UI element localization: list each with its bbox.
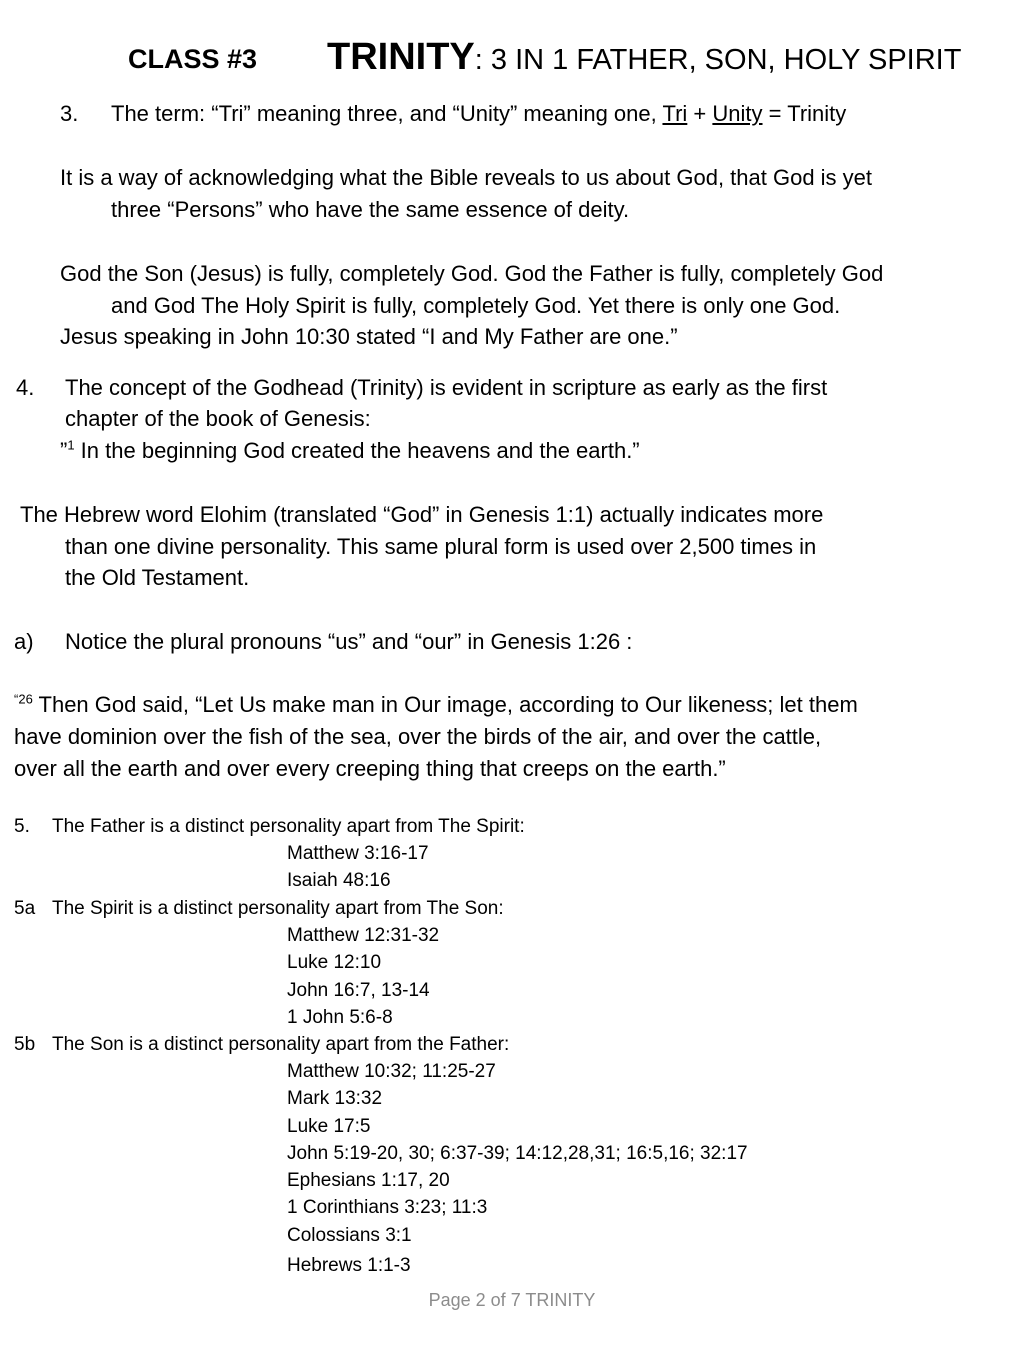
item-5b-ref: Mark 13:32 xyxy=(287,1088,383,1109)
item-3-tail: = Trinity xyxy=(762,101,847,126)
item-4-number: 4. xyxy=(16,375,35,400)
item-5a-text: The Spirit is a distinct personality apart from The Son: xyxy=(52,898,504,919)
para-elohim-line2: than one divine personality. This same plural form is used over 2,500 times in xyxy=(65,534,817,559)
tri-word: Tri xyxy=(662,101,688,126)
item-5b-number: 5b xyxy=(14,1034,36,1055)
item-3-lead: The term: “Tri” meaning three, and “Unity” meaning one, xyxy=(111,101,663,126)
unity-word: Unity xyxy=(712,101,763,126)
item-4-line1: The concept of the Godhead (Trinity) is evident in scripture as early as the first xyxy=(65,375,828,400)
verse-number: 1 xyxy=(67,437,75,453)
page-title xyxy=(327,36,961,79)
item-3-number: 3. xyxy=(60,101,79,126)
item-5b-text: The Son is a distinct personality apart from the Father: xyxy=(52,1034,510,1055)
genesis-1-1-text: In the beginning God created the heavens and the earth.” xyxy=(74,438,640,463)
para-son-line3: Jesus speaking in John 10:30 stated “I and My Father are one.” xyxy=(60,324,678,349)
item-5-ref: Isaiah 48:16 xyxy=(287,870,391,891)
para-elohim-line3: the Old Testament. xyxy=(65,565,250,590)
page-footer: Page 2 of 7 TRINITY xyxy=(428,1290,596,1310)
item-4-line2: chapter of the book of Genesis: xyxy=(65,406,371,431)
item-5a-number: 5a xyxy=(14,898,36,919)
plus-sign: + xyxy=(687,101,713,126)
para-acknowledging-line2: three “Persons” who have the same essence of deity. xyxy=(111,197,630,222)
para-son-line2: and God The Holy Spirit is fully, completely God. Yet there is only one God. xyxy=(111,293,841,318)
item-5-number: 5. xyxy=(14,816,30,837)
quote-open: ” xyxy=(60,438,68,463)
item-5-ref: Matthew 3:16-17 xyxy=(287,843,429,864)
para-acknowledging-line1: It is a way of acknowledging what the Bible reveals to us about God, that God is yet xyxy=(60,165,873,190)
item-5b-ref: Hebrews 1:1-3 xyxy=(287,1255,411,1276)
item-5b-ref: Matthew 10:32; 11:25-27 xyxy=(287,1061,496,1082)
class-label: CLASS #3 xyxy=(128,44,258,74)
title-subtitle: : 3 IN 1 FATHER, SON, HOLY SPIRIT xyxy=(474,44,962,76)
quote-mark: “ xyxy=(14,691,19,707)
genesis-1-26-line2: have dominion over the fish of the sea, over the birds of the air, and over the cattle, xyxy=(14,724,822,749)
genesis-1-1-quote xyxy=(60,435,640,467)
item-5a-ref: 1 John 5:6-8 xyxy=(287,1007,393,1028)
item-5a-ref: Luke 12:10 xyxy=(287,952,382,973)
genesis-1-26-line3: over all the earth and over every creeping thing that creeps on the earth.” xyxy=(14,756,726,781)
item-5a-ref: Matthew 12:31-32 xyxy=(287,925,440,946)
item-5b-ref: Ephesians 1:17, 20 xyxy=(287,1170,450,1191)
item-5b-ref: John 5:19-20, 30; 6:37-39; 14:12,28,31; 16:5,16; 32:17 xyxy=(287,1143,748,1164)
item-a-label: a) xyxy=(14,629,34,654)
item-3-text xyxy=(111,98,846,130)
verse-number: 26 xyxy=(18,691,33,707)
para-son-line1: God the Son (Jesus) is fully, completely God. God the Father is fully, completely God xyxy=(60,261,884,286)
genesis-1-26-line1 xyxy=(14,689,858,721)
item-5b-ref: 1 Corinthians 3:23; 11:3 xyxy=(287,1197,488,1218)
item-5a-ref: John 16:7, 13-14 xyxy=(287,980,430,1001)
para-elohim-line1: The Hebrew word Elohim (translated “God” in Genesis 1:1) actually indicates more xyxy=(20,502,824,527)
topic-title: TRINITY xyxy=(327,36,475,78)
item-5b-ref: Luke 17:5 xyxy=(287,1116,371,1137)
genesis-1-26-text1: Then God said, “Let Us make man in Our image, according to Our likeness; let them xyxy=(32,692,858,717)
item-5b-ref: Colossians 3:1 xyxy=(287,1225,412,1246)
item-5-text: The Father is a distinct personality apart from The Spirit: xyxy=(52,816,525,837)
item-a-text: Notice the plural pronouns “us” and “our” in Genesis 1:26 : xyxy=(65,629,633,654)
